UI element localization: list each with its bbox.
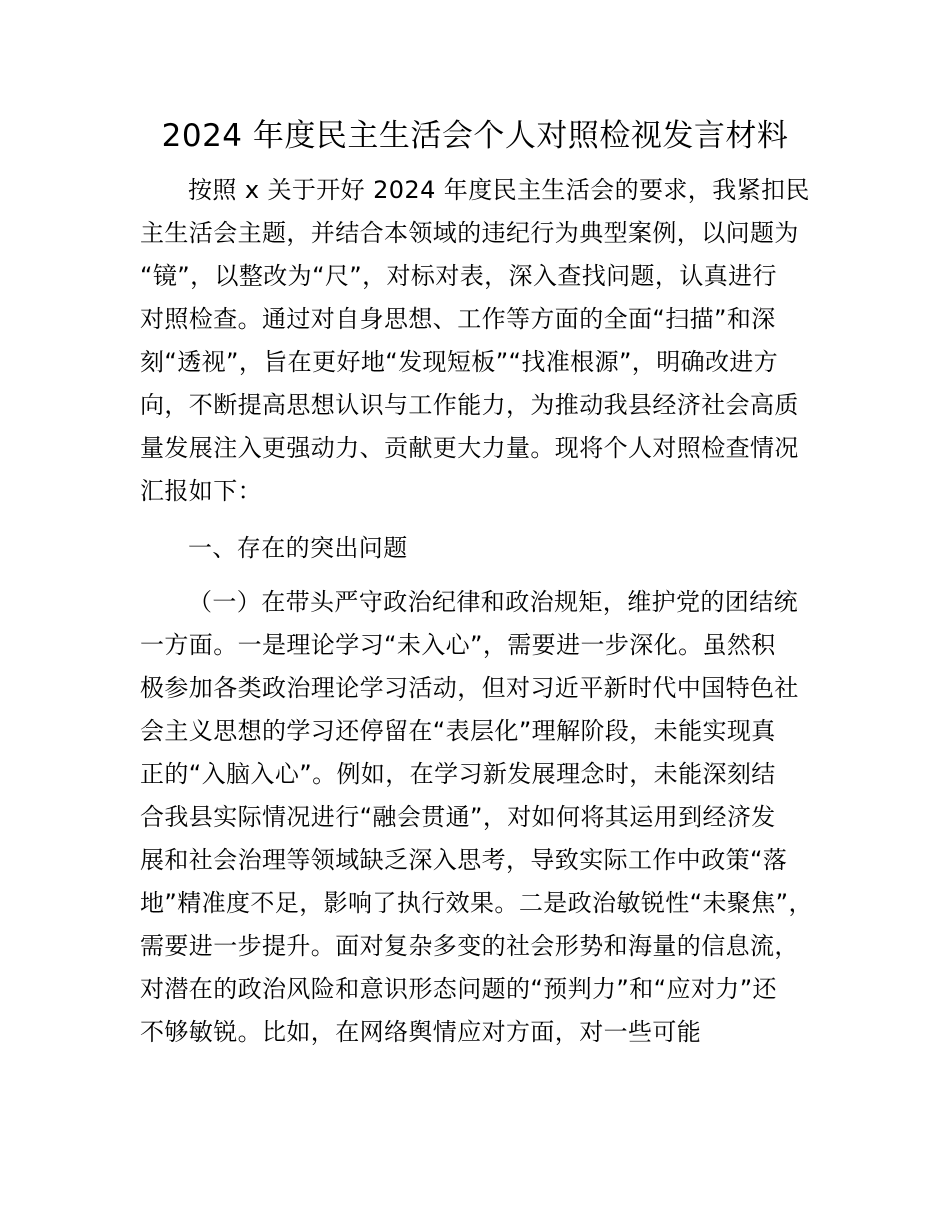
paragraph-line: “镜”，以整改为“尺”，对标对表，深入查找问题，认真进行 bbox=[140, 262, 777, 290]
paragraph-line: 向，不断提高思想认识与工作能力，为推动我县经济社会高质 bbox=[140, 391, 799, 419]
paragraph-line: 按照 x 关于开好 2024 年度民主生活会的要求，我紧扣民 bbox=[188, 176, 810, 204]
paragraph-line: 需要进一步提升。面对复杂多变的社会形势和海量的信息流， bbox=[140, 932, 799, 960]
paragraph-line: 地”精准度不足，影响了执行效果。二是政治敏锐性“未聚焦”， bbox=[140, 889, 813, 917]
document-title: 2024 年度民主生活会个人对照检视发言材料 bbox=[161, 118, 789, 154]
paragraph-line: 会主义思想的学习还停留在“表层化”理解阶段，未能实现真 bbox=[140, 717, 776, 745]
paragraph-line: 展和社会治理等领域缺乏深入思考，导致实际工作中政策“落 bbox=[140, 846, 788, 874]
paragraph-line: 对照检查。通过对自身思想、工作等方面的全面“扫描”和深 bbox=[140, 305, 776, 333]
paragraph-line: （一）在带头严守政治纪律和政治规矩，维护党的团结统 bbox=[188, 588, 798, 616]
paragraph-line: 一方面。一是理论学习“未入心”，需要进一步深化。虽然积 bbox=[140, 631, 776, 659]
paragraph-line: 极参加各类政治理论学习活动，但对习近平新时代中国特色社 bbox=[140, 674, 799, 702]
paragraph-line: 不够敏锐。比如，在网络舆情应对方面，对一些可能 bbox=[140, 1018, 702, 1046]
paragraph-line: 主生活会主题，并结合本领域的违纪行为典型案例，以问题为 bbox=[140, 219, 799, 247]
paragraph-line: 汇报如下： bbox=[140, 477, 262, 505]
paragraph-line: 刻“透视”，旨在更好地“发现短板”“找准根源”，明确改进方 bbox=[140, 348, 779, 376]
paragraph-line: 合我县实际情况进行“融会贯通”，对如何将其运用到经济发 bbox=[140, 803, 776, 831]
paragraph-line: 正的“入脑入心”。例如，在学习新发展理念时，未能深刻结 bbox=[140, 760, 776, 788]
section-heading: 一、存在的突出问题 bbox=[188, 534, 408, 562]
paragraph-line: 量发展注入更强动力、贡献更大力量。现将个人对照检查情况 bbox=[140, 434, 799, 462]
paragraph-line: 对潜在的政治风险和意识形态问题的“预判力”和“应对力”还 bbox=[140, 975, 777, 1003]
